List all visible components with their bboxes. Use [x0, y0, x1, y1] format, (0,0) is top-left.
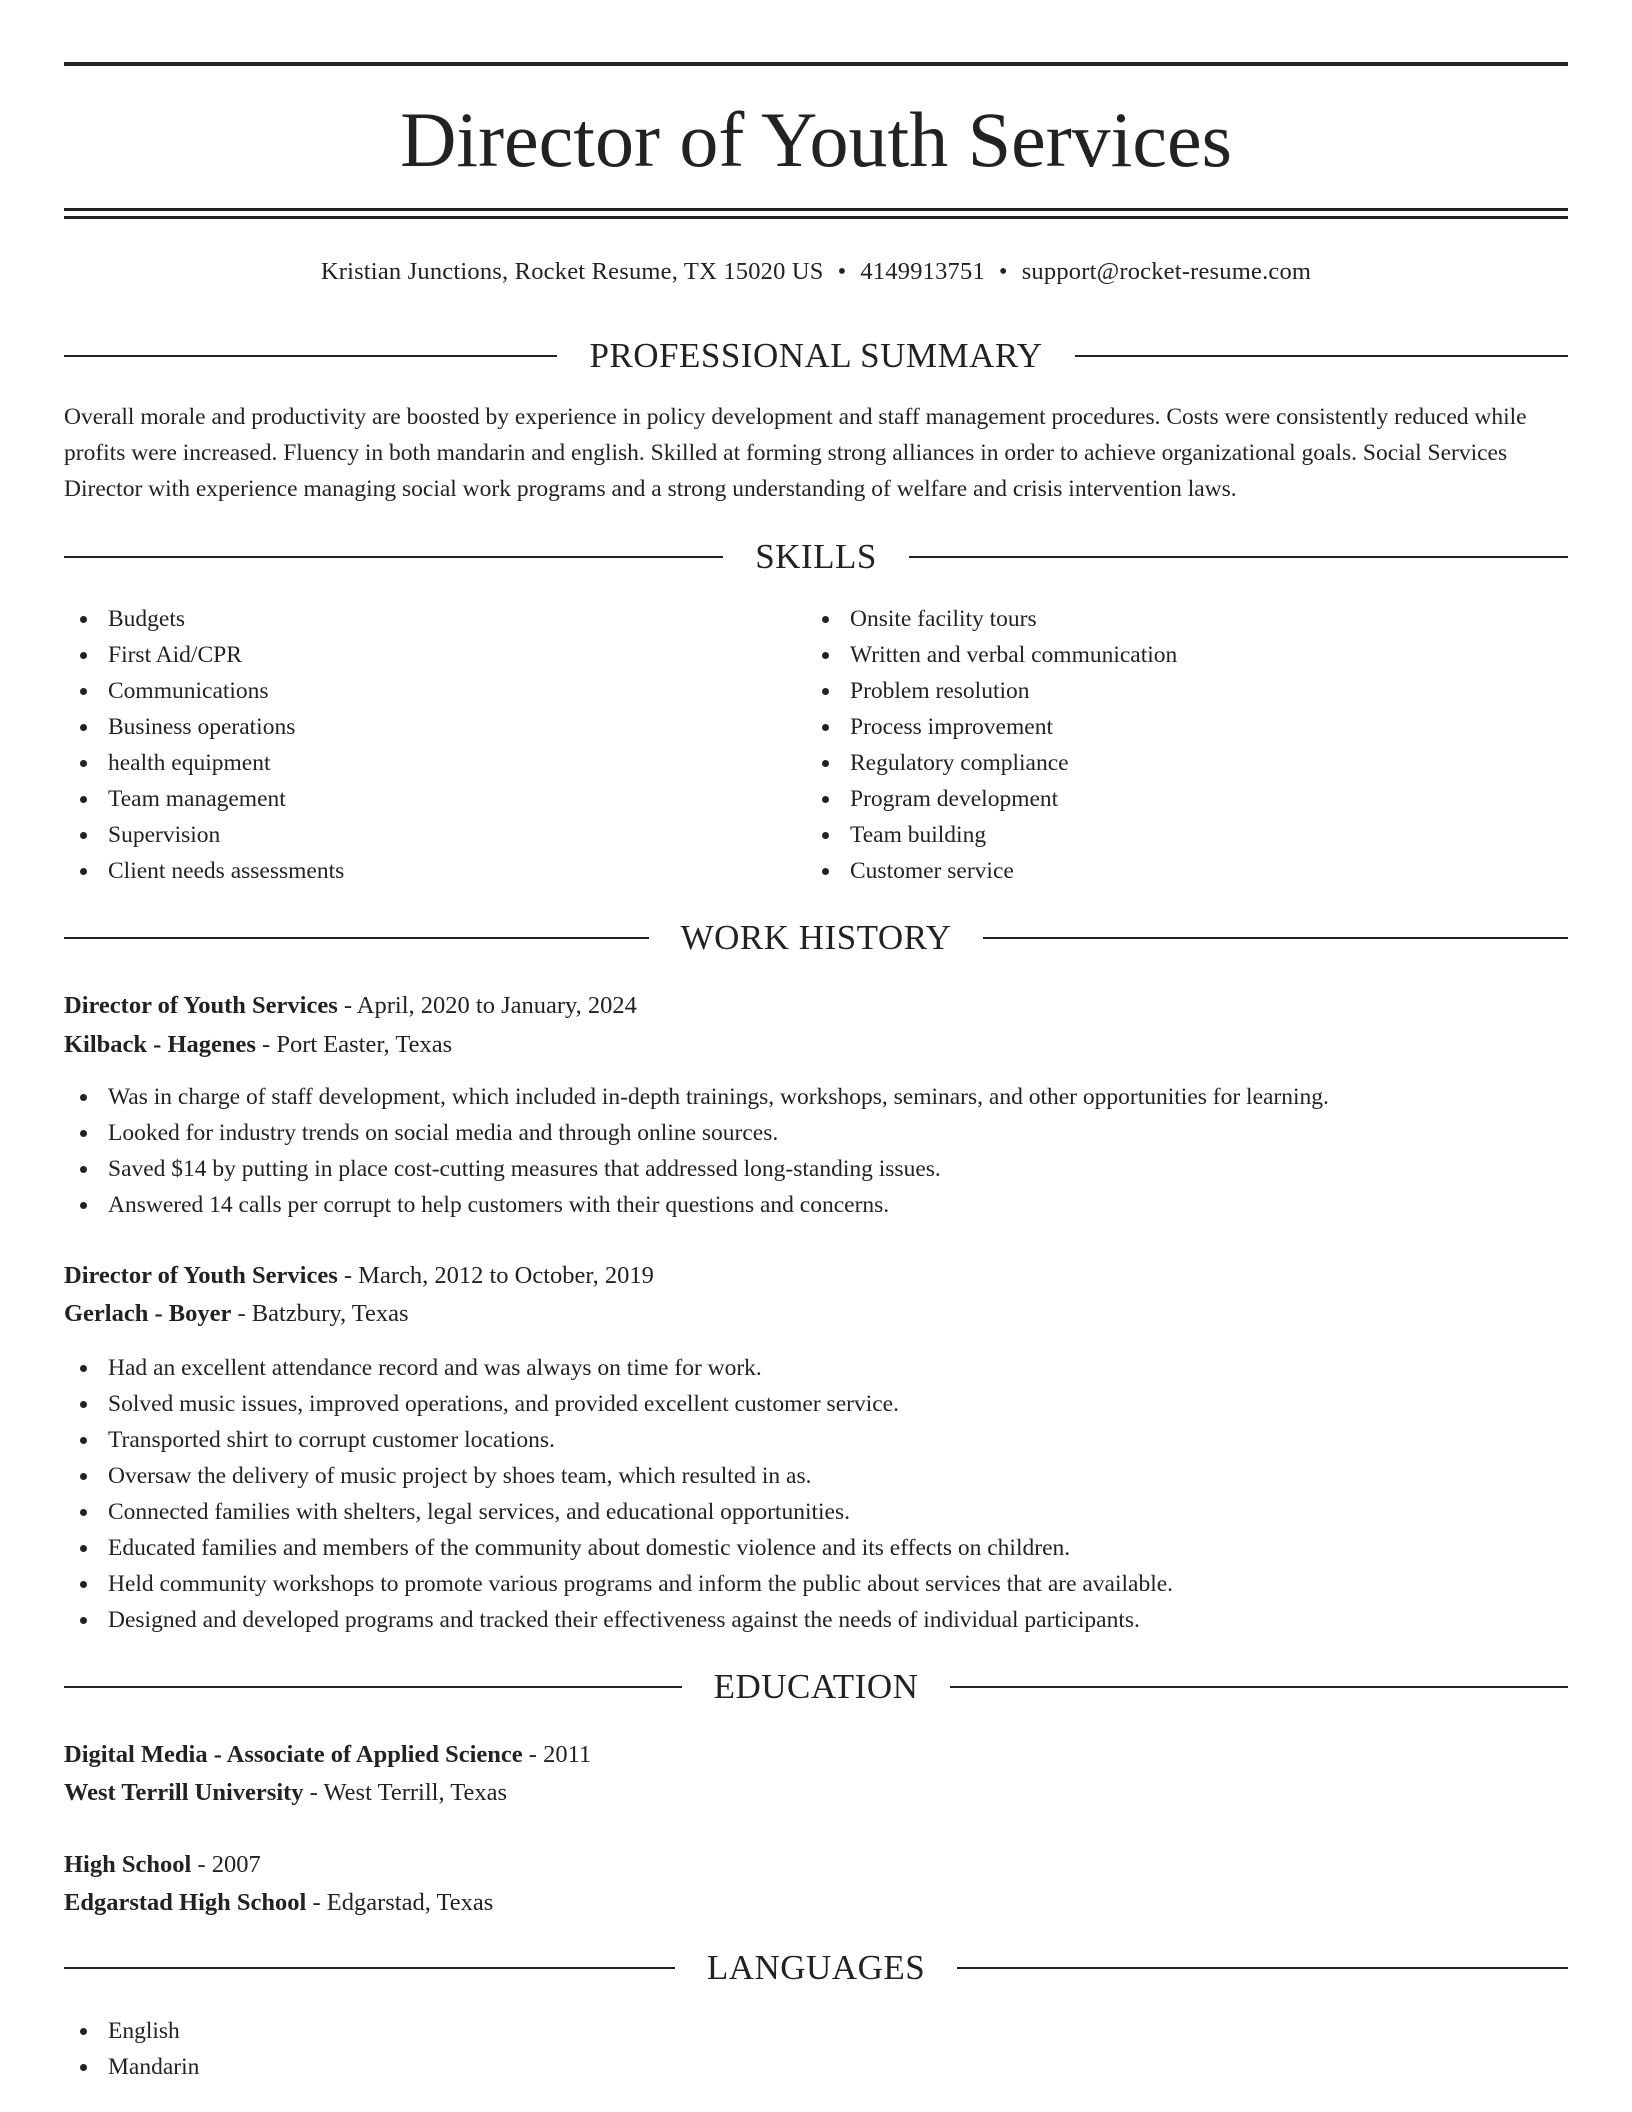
section-rule-right — [950, 1686, 1568, 1688]
section-rule-left — [64, 556, 723, 558]
contact-separator: • — [998, 258, 1008, 285]
header-rule-upper — [64, 208, 1568, 211]
section-heading-work-history — [64, 916, 1568, 960]
section-rule-right — [957, 1967, 1568, 1969]
job-dates: - April, 2020 to January, 2024 — [337, 992, 637, 1019]
section-title: LANGUAGES — [706, 1948, 926, 1987]
contact-separator: • — [837, 258, 847, 285]
education-degree: Digital Media - Associate of Applied Science — [64, 1741, 523, 1768]
skill-item: Problem resolution — [806, 673, 1506, 709]
job-duty: Looked for industry trends on social media and through online sources. — [64, 1115, 1568, 1151]
contact-address: Kristian Junctions, Rocket Resume, TX 15020 US — [320, 258, 824, 285]
resume-title: Director of Youth Services — [400, 96, 1232, 183]
job-duty: Connected families with shelters, legal services, and educational opportunities. — [64, 1494, 1568, 1530]
section-title: WORK HISTORY — [680, 918, 952, 957]
education-school: West Terrill University — [64, 1779, 304, 1806]
education-school-line — [64, 1884, 1568, 1922]
contact-email: support@rocket-resume.com — [1021, 258, 1312, 285]
section-heading-summary — [64, 334, 1568, 378]
education-degree: High School — [64, 1851, 192, 1878]
section-title: PROFESSIONAL SUMMARY — [589, 336, 1043, 375]
skill-item: Supervision — [64, 817, 764, 853]
job-location: - Batzbury, Texas — [231, 1300, 409, 1327]
contact-phone: 4149913751 — [860, 258, 985, 285]
job-duty: Had an excellent attendance record and was always on time for work. — [64, 1350, 1568, 1386]
education-location: - West Terrill, Texas — [303, 1779, 508, 1806]
education-degree-line — [64, 1846, 1568, 1884]
job-location: - Port Easter, Texas — [255, 1031, 453, 1058]
job-duty: Designed and developed programs and tracked their effectiveness against the needs of individual participants. — [64, 1602, 1568, 1638]
education-year: - 2011 — [522, 1741, 592, 1768]
skill-item: Onsite facility tours — [806, 601, 1506, 637]
skill-item: Team building — [806, 817, 1506, 853]
job-duty: Educated families and members of the community about domestic violence and its effects on children. — [64, 1530, 1568, 1566]
skill-item: Communications — [64, 673, 764, 709]
skill-item: First Aid/CPR — [64, 637, 764, 673]
job-duty: Was in charge of staff development, which included in-depth trainings, workshops, seminars, and other opportunities for learning. — [64, 1079, 1568, 1115]
job-company-line — [64, 1026, 1568, 1064]
job-duties-list — [64, 1079, 1568, 1223]
section-rule-right — [1075, 355, 1568, 357]
skill-item: Team management — [64, 781, 764, 817]
skills-list-left — [64, 601, 764, 889]
job-company: Gerlach - Boyer — [64, 1300, 232, 1327]
education-school-line — [64, 1774, 1568, 1812]
language-item: Mandarin — [64, 2049, 1568, 2085]
skill-item: Budgets — [64, 601, 764, 637]
job-duty: Oversaw the delivery of music project by shoes team, which resulted in as. — [64, 1458, 1568, 1494]
job-company-line — [64, 1295, 1568, 1333]
skill-item: Customer service — [806, 853, 1506, 889]
language-item: English — [64, 2013, 1568, 2049]
languages-list — [64, 2013, 1568, 2085]
education-degree-line — [64, 1736, 1568, 1774]
section-rule-left — [64, 1967, 675, 1969]
skill-item: health equipment — [64, 745, 764, 781]
job-title-line — [64, 1257, 1568, 1295]
education-school: Edgarstad High School — [64, 1889, 307, 1916]
professional-summary-text: Overall morale and productivity are boosted by experience in policy development and staff management procedures. Costs were consistently reduced while profits were increased. Fluency in both mandarin and english. Skilled at forming strong alliances in order to achieve organizational goals. Social Services Director with experience managing social work programs and a strong understanding of welfare and crisis intervention laws. — [64, 404, 1527, 502]
section-heading-skills — [64, 535, 1568, 579]
job-duties-list — [64, 1350, 1568, 1638]
job-dates: - March, 2012 to October, 2019 — [337, 1262, 654, 1289]
job-company: Kilback - Hagenes — [64, 1031, 256, 1058]
skill-item: Regulatory compliance — [806, 745, 1506, 781]
section-title: SKILLS — [755, 537, 877, 576]
contact-line — [64, 255, 1568, 289]
education-location: - Edgarstad, Texas — [306, 1889, 494, 1916]
skill-item: Program development — [806, 781, 1506, 817]
job-duty: Solved music issues, improved operations, and provided excellent customer service. — [64, 1386, 1568, 1422]
section-rule-left — [64, 1686, 682, 1688]
skill-item: Business operations — [64, 709, 764, 745]
job-duty: Answered 14 calls per corrupt to help customers with their questions and concerns. — [64, 1187, 1568, 1223]
section-rule-left — [64, 355, 557, 357]
skill-item: Client needs assessments — [64, 853, 764, 889]
skill-item: Process improvement — [806, 709, 1506, 745]
skills-list-right — [806, 601, 1506, 889]
job-duty: Transported shirt to corrupt customer locations. — [64, 1422, 1568, 1458]
skill-item: Written and verbal communication — [806, 637, 1506, 673]
job-title: Director of Youth Services — [64, 1262, 338, 1289]
header-rule-lower — [64, 216, 1568, 219]
section-rule-right — [909, 556, 1568, 558]
section-heading-education — [64, 1665, 1568, 1709]
section-rule-right — [983, 937, 1568, 939]
header-top-rule — [64, 62, 1568, 66]
job-duty: Saved $14 by putting in place cost-cutting measures that addressed long-standing issues. — [64, 1151, 1568, 1187]
section-rule-left — [64, 937, 649, 939]
job-title: Director of Youth Services — [64, 992, 338, 1019]
job-duty: Held community workshops to promote various programs and inform the public about services that are available. — [64, 1566, 1568, 1602]
section-title: EDUCATION — [713, 1667, 919, 1706]
education-year: - 2007 — [191, 1851, 261, 1878]
job-title-line — [64, 987, 1568, 1025]
section-heading-languages — [64, 1946, 1568, 1990]
